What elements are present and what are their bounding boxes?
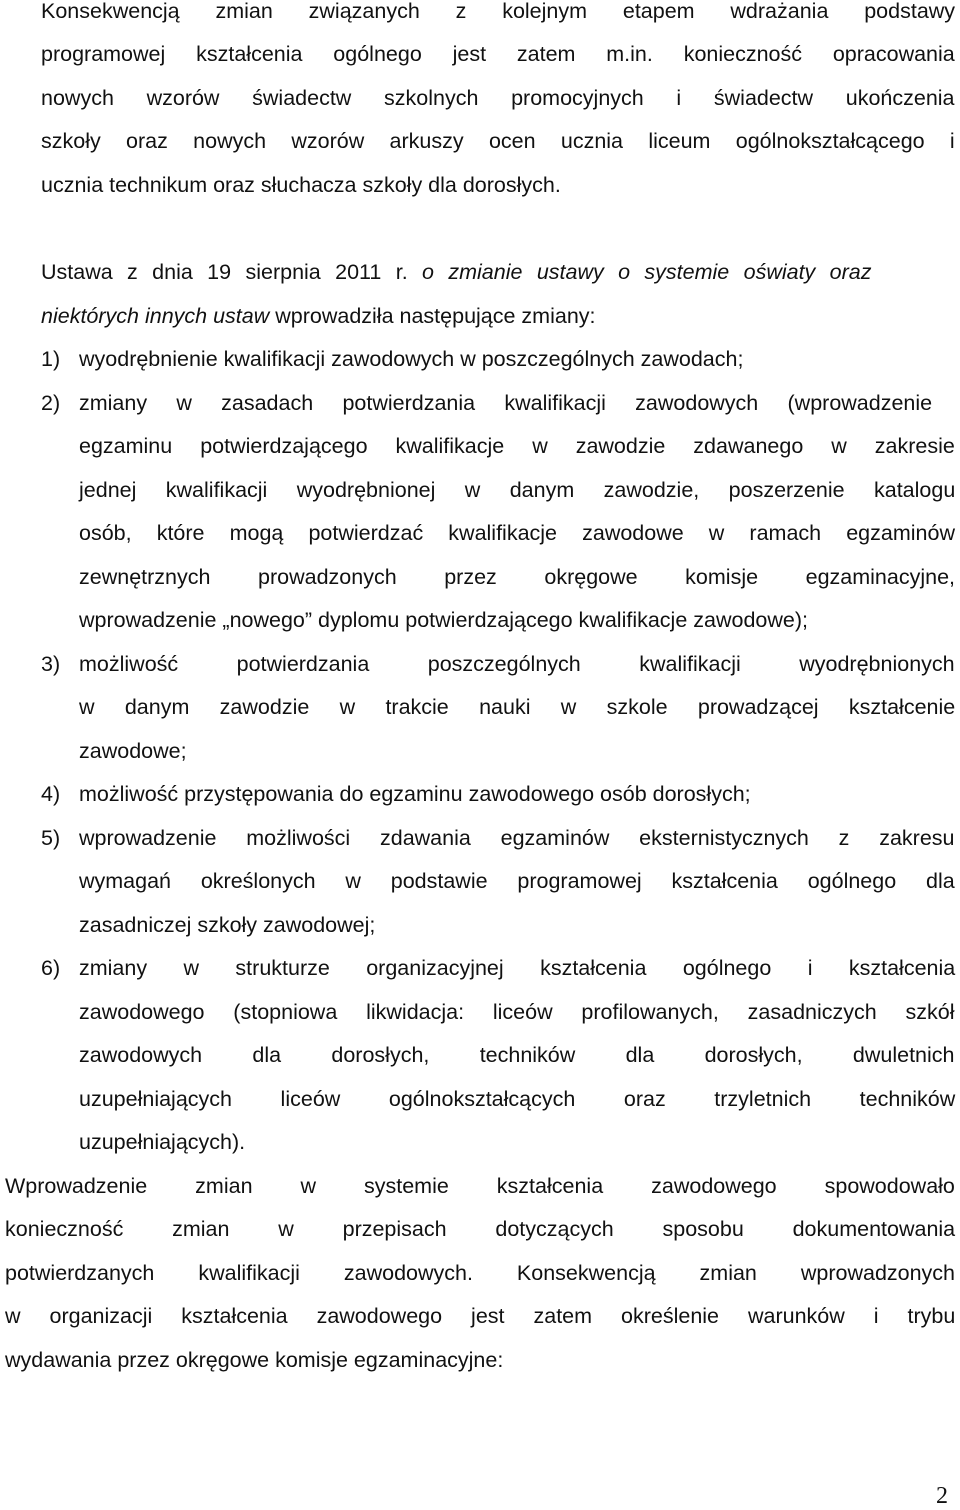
list-item-line: zawodowe; xyxy=(79,739,187,763)
intro-line: szkoły oraz nowych wzorów arkuszy ocen ucznia liceum ogólnokształcącego i xyxy=(41,129,955,153)
list-number: 6) xyxy=(41,956,61,980)
closing-line: Wprowadzenie zmian w systemie kształcenia zawodowego spowodowało xyxy=(5,1174,955,1198)
list-item-line: zmiany w strukturze organizacyjnej kształcenia ogólnego i kształcenia xyxy=(79,956,956,980)
list-item-line: jednej kwalifikacji wyodrębnionej w danym zawodzie, poszerzenie katalogu xyxy=(79,478,956,502)
list-number: 4) xyxy=(41,782,61,806)
intro-line: ucznia technikum oraz słuchacza szkoły dla dorosłych. xyxy=(41,173,561,197)
act-title-italic: o zmianie ustawy o systemie oświaty oraz xyxy=(422,260,872,284)
list-item-line: zawodowego (stopniowa likwidacja: liceów profilowanych, zasadniczych szkół xyxy=(79,1000,955,1024)
list-item-line: wyodrębnienie kwalifikacji zawodowych w poszczególnych zawodach; xyxy=(79,347,744,371)
list-item-line: wprowadzenie możliwości zdawania egzaminów eksternistycznych z zakresu xyxy=(79,826,955,850)
list-item-line: wymagań określonych w podstawie programowej kształcenia ogólnego dla xyxy=(79,869,955,893)
list-item-line: zawodowych dla dorosłych, techników dla dorosłych, dwuletnich xyxy=(79,1043,955,1067)
list-item-line: możliwość przystępowania do egzaminu zawodowego osób dorosłych; xyxy=(79,782,751,806)
list-item-line: egzaminu potwierdzającego kwalifikacje w zawodzie zdawanego w zakresie xyxy=(79,434,955,458)
act-line-1 xyxy=(41,258,955,286)
intro-line: programowej kształcenia ogólnego jest zatem m.in. konieczność opracowania xyxy=(41,42,955,66)
closing-line: konieczność zmian w przepisach dotyczących sposobu dokumentowania xyxy=(5,1217,956,1241)
list-number: 5) xyxy=(41,826,61,850)
act-line-2 xyxy=(41,302,596,330)
closing-line: wydawania przez okręgowe komisje egzaminacyjne: xyxy=(5,1348,504,1372)
list-item-line: w danym zawodzie w trakcie nauki w szkole prowadzącej kształcenie xyxy=(79,695,956,719)
list-item-line: możliwość potwierdzania poszczególnych kwalifikacji wyodrębnionych xyxy=(79,652,955,676)
list-item-line: uzupełniających liceów ogólnokształcących oraz trzyletnich techników xyxy=(79,1087,956,1111)
list-number: 3) xyxy=(41,652,61,676)
list-item-line: zasadniczej szkoły zawodowej; xyxy=(79,913,376,937)
closing-line: w organizacji kształcenia zawodowego jest zatem określenie warunków i trybu xyxy=(5,1304,956,1328)
list-item-line: zewnętrznych prowadzonych przez okręgowe komisje egzaminacyjne, xyxy=(79,565,956,589)
list-number: 1) xyxy=(41,347,61,371)
list-number: 2) xyxy=(41,391,61,415)
closing-line: potwierdzanych kwalifikacji zawodowych. Konsekwencją zmian wprowadzonych xyxy=(5,1261,956,1285)
list-item-line: osób, które mogą potwierdzać kwalifikacje zawodowe w ramach egzaminów xyxy=(79,521,955,545)
page-number: 2 xyxy=(936,1483,948,1509)
act-intro-text: wprowadziła następujące zmiany: xyxy=(275,304,596,328)
intro-line: nowych wzorów świadectw szkolnych promocyjnych i świadectw ukończenia xyxy=(41,86,955,110)
act-title-plain: Ustawa z dnia 19 sierpnia 2011 r. xyxy=(41,260,408,284)
act-title-italic-cont: niektórych innych ustaw xyxy=(41,304,270,328)
list-item-line: uzupełniających). xyxy=(79,1130,246,1154)
list-item-line: zmiany w zasadach potwierdzania kwalifikacji zawodowych (wprowadzenie xyxy=(79,391,933,415)
list-item-line: wprowadzenie „nowego” dyplomu potwierdzającego kwalifikacje zawodowe); xyxy=(79,608,808,632)
intro-line: Konsekwencją zmian związanych z kolejnym etapem wdrażania podstawy xyxy=(41,0,956,23)
